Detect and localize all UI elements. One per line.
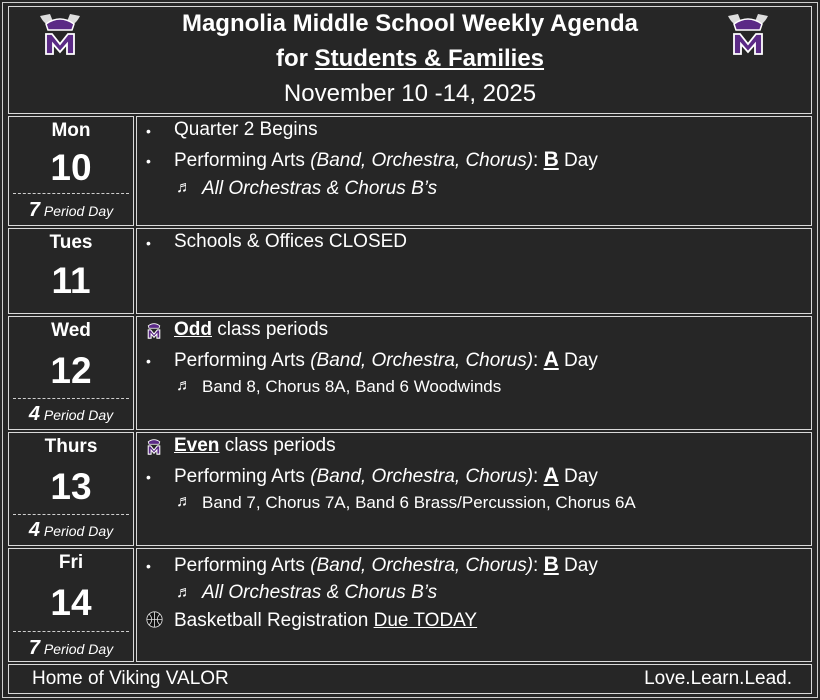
pa-prefix: Performing Arts [174, 350, 311, 371]
day-letter: A [543, 348, 559, 371]
subtitle-audience: Students & Families [314, 45, 545, 72]
fri-item-performing-arts [174, 553, 598, 577]
period-day [9, 519, 133, 542]
day-cell-wed [8, 316, 134, 430]
pa-colon: : [533, 150, 544, 171]
bullet-icon: • [146, 353, 151, 369]
day-number: 10 [50, 147, 92, 188]
divider [13, 514, 129, 515]
pa-groups: (Band, Orchestra, Chorus) [310, 350, 534, 371]
pa-groups: (Band, Orchestra, Chorus) [310, 466, 534, 487]
pa-prefix: Performing Arts [174, 150, 311, 171]
period-count: 4 [28, 403, 40, 425]
day-name: Mon [51, 120, 91, 141]
day-word: Day [558, 350, 598, 371]
period-count: 7 [28, 637, 40, 659]
mon-item-quarter: Quarter 2 Begins [174, 119, 318, 140]
bullet-icon: • [146, 153, 151, 169]
day-word: Day [558, 555, 598, 576]
period-label: Period Day [43, 523, 114, 539]
bball-due: Due TODAY [373, 610, 478, 631]
day-name: Wed [51, 320, 91, 341]
divider [13, 193, 129, 194]
period-day [9, 403, 133, 426]
mon-item-performing-arts [174, 148, 598, 172]
day-cell-thurs [8, 432, 134, 546]
period-count: 7 [28, 199, 40, 221]
day-number: 14 [50, 582, 92, 623]
period-type: Odd [174, 319, 212, 340]
agenda-subtitle [0, 45, 820, 73]
date-range: November 10 -14, 2025 [283, 80, 537, 107]
period-label: Period Day [43, 407, 114, 423]
wed-item-performing-arts [174, 348, 598, 372]
wed-note: Band 8, Chorus 8A, Band 6 Woodwinds [202, 377, 502, 396]
bullet-icon: • [146, 558, 151, 574]
music-note-icon: ♬ [176, 493, 192, 510]
thu-period-type [174, 435, 336, 457]
footer-motto-left: Home of Viking VALOR [32, 668, 229, 689]
bball-prefix: Basketball Registration [174, 610, 374, 631]
mon-note: All Orchestras & Chorus B’s [202, 178, 438, 199]
music-note-icon: ♬ [176, 179, 192, 196]
wed-period-type [174, 319, 328, 341]
subtitle-prefix: for [275, 45, 315, 72]
period-suffix: class periods [219, 435, 336, 456]
pa-prefix: Performing Arts [174, 466, 311, 487]
agenda-title: Magnolia Middle School Weekly Agenda [181, 10, 639, 37]
pa-prefix: Performing Arts [174, 555, 311, 576]
bullet-icon: • [146, 123, 151, 139]
day-name: Thurs [44, 436, 98, 457]
day-number: 12 [50, 350, 92, 391]
day-name: Tues [49, 232, 93, 253]
footer-motto-right: Love.Learn.Lead. [644, 668, 792, 689]
fri-note: All Orchestras & Chorus B’s [202, 582, 438, 603]
day-name: Fri [58, 552, 84, 573]
bullet-icon: • [146, 469, 151, 485]
day-letter: A [543, 464, 559, 487]
tues-item-closed: Schools & Offices CLOSED [174, 231, 408, 252]
day-cell-tues [8, 228, 134, 314]
period-label: Period Day [43, 203, 114, 219]
fri-item-basketball [174, 610, 477, 632]
divider [13, 631, 129, 632]
period-label: Period Day [43, 641, 114, 657]
music-note-icon: ♬ [176, 377, 192, 394]
day-cell-fri [8, 548, 134, 662]
pa-groups: (Band, Orchestra, Chorus) [310, 150, 534, 171]
pa-colon: : [533, 466, 544, 487]
viking-logo-icon [144, 320, 164, 339]
basketball-icon [146, 611, 163, 628]
music-note-icon: ♬ [176, 584, 192, 601]
period-suffix: class periods [212, 319, 329, 340]
day-number: 11 [51, 260, 91, 301]
thu-item-performing-arts [174, 464, 598, 488]
divider [13, 398, 129, 399]
thu-note: Band 7, Chorus 7A, Band 6 Brass/Percussion, Chorus 6A [202, 493, 636, 512]
period-count: 4 [28, 519, 40, 541]
pa-groups: (Band, Orchestra, Chorus) [310, 555, 534, 576]
day-word: Day [558, 150, 598, 171]
pa-colon: : [533, 555, 544, 576]
viking-logo-icon [144, 436, 164, 455]
day-word: Day [558, 466, 598, 487]
day-letter: B [543, 148, 559, 171]
period-day [9, 199, 133, 222]
day-number: 13 [50, 466, 92, 507]
pa-colon: : [533, 350, 544, 371]
day-letter: B [543, 553, 559, 576]
bullet-icon: • [146, 235, 151, 251]
period-day [9, 637, 133, 660]
period-type: Even [174, 435, 220, 456]
day-cell-mon [8, 116, 134, 226]
